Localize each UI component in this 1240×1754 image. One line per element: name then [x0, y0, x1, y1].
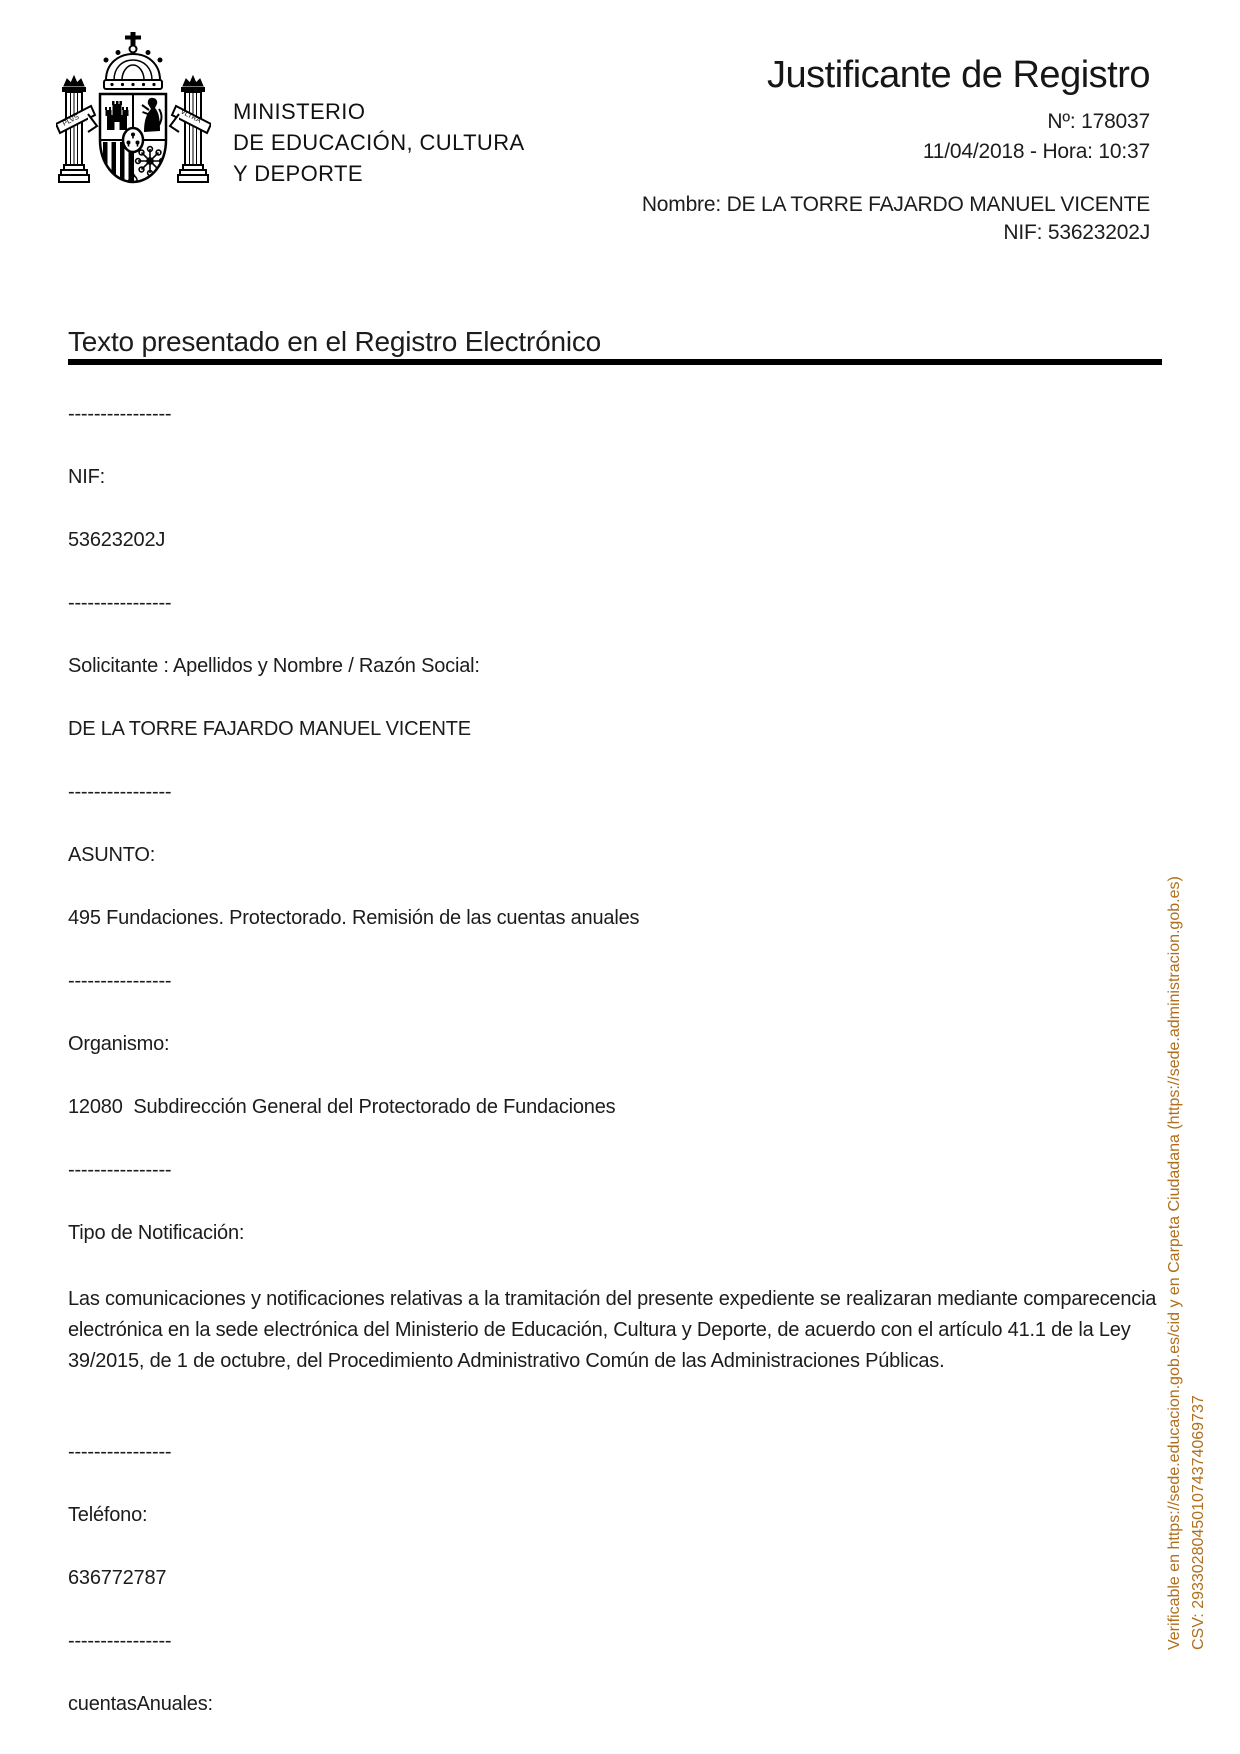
ribbon-text-right: VLTRA: [179, 108, 202, 125]
separator-line: ----------------: [68, 781, 172, 803]
field-label: Teléfono:: [68, 1504, 148, 1526]
ministry-name: [233, 96, 525, 189]
ministry-line: MINISTERIO: [233, 99, 366, 124]
page-title: Justificante de Registro: [767, 54, 1150, 96]
separator-line: ----------------: [68, 1630, 172, 1652]
field-label: NIF:: [68, 466, 105, 488]
field-label: Solicitante : Apellidos y Nombre / Razón Social:: [68, 655, 480, 677]
ministry-line: DE EDUCACIÓN, CULTURA: [233, 130, 525, 155]
separator-line: ----------------: [68, 1441, 172, 1463]
section-heading: Texto presentado en el Registro Electrónico: [68, 326, 1162, 365]
field-label: Organismo:: [68, 1033, 170, 1055]
field-value: DE LA TORRE FAJARDO MANUEL VICENTE: [68, 718, 471, 740]
field-value: 12080 Subdirección General del Protectorado de Fundaciones: [68, 1096, 616, 1118]
verification-url-vertical: Verificable en https://sede.educacion.gob.es/cid y en Carpeta Ciudadana (https://sede.administracion.gob.es): [1166, 876, 1183, 1650]
receipt-header: [642, 54, 1150, 247]
field-label: ASUNTO:: [68, 844, 156, 866]
spain-coat-of-arms-icon: [56, 30, 211, 197]
field-value: 495 Fundaciones. Protectorado. Remisión de las cuentas anuales: [68, 907, 640, 929]
field-value: 53623202J: [68, 529, 166, 551]
separator-line: ----------------: [68, 970, 172, 992]
registry-number: Nº: 178037: [1047, 110, 1150, 133]
document-body: [68, 402, 1162, 1754]
registrant-name: Nombre: DE LA TORRE FAJARDO MANUEL VICENTE: [641, 193, 1150, 216]
separator-line: ----------------: [68, 592, 172, 614]
separator-line: ----------------: [68, 1159, 172, 1181]
csv-code-vertical: CSV: 293302804501074374069737: [1190, 1395, 1207, 1650]
separator-line: ----------------: [68, 403, 172, 425]
field-label: cuentasAnuales:: [68, 1693, 213, 1715]
registry-datetime: 11/04/2018 - Hora: 10:37: [922, 140, 1150, 163]
ribbon-text-left: PLVS: [61, 113, 81, 128]
field-value: 636772787: [68, 1567, 167, 1589]
notification-paragraph: Las comunicaciones y notificaciones relativas a la tramitación del presente expediente se realizaran mediante comparecencia electrónica en la sede electrónica del Ministerio de Educación, Cultura y Deporte, de acuerdo con el artículo 41.1 de la Ley 39/2015, de 1 de octubre, del Procedimiento Administrativo Común de las Administraciones Públicas.: [68, 1288, 1162, 1372]
registrant-nif: NIF: 53623202J: [1003, 221, 1150, 244]
field-label: Tipo de Notificación:: [68, 1222, 245, 1244]
ministry-line: Y DEPORTE: [233, 161, 363, 186]
